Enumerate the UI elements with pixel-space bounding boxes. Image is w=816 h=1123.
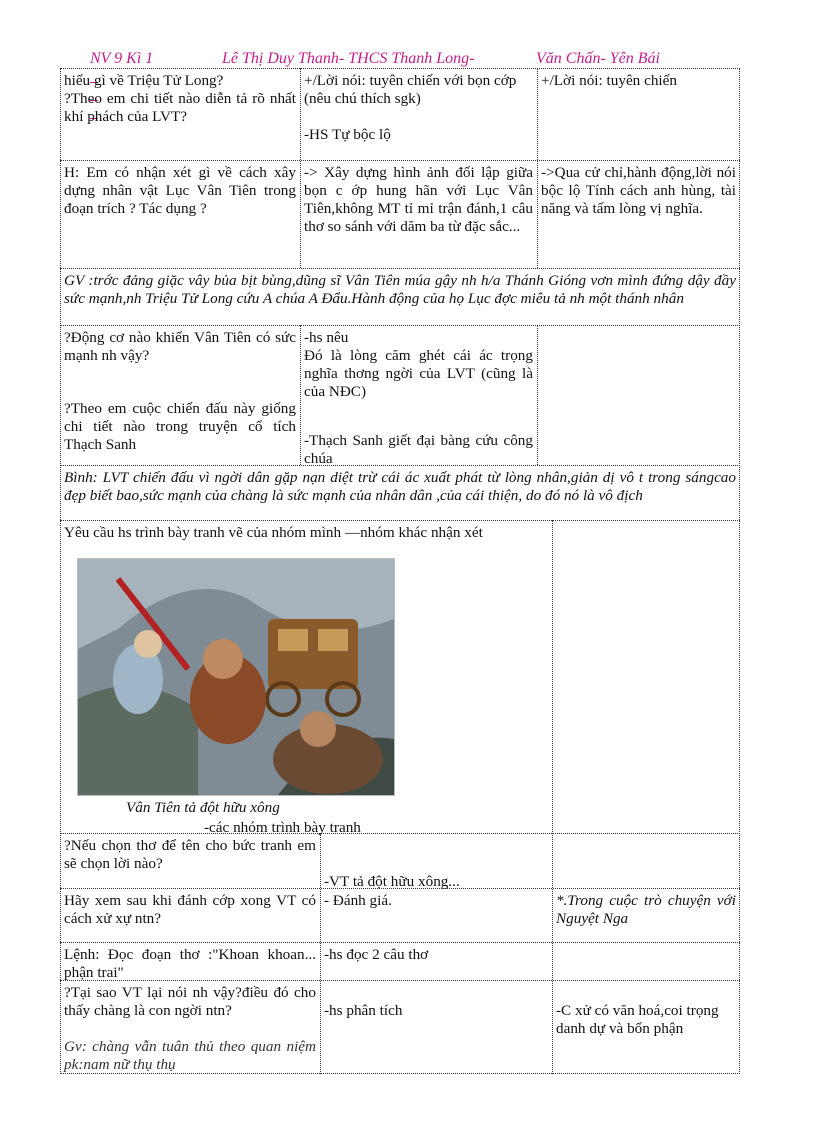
picture-prompt: Yêu cầu hs trình bày tranh vẽ của nhóm mình —nhóm khác nhận xét [64,524,483,541]
row1-activity: +/Lời nói: tuyên chiến với bọn cớp (nêu chú thích sgk) -HS Tự bộc lộ [304,72,517,143]
illustration-image [77,558,395,796]
row7-answer: -hs phân tích [324,1002,403,1019]
row3-answer-1: -hs nêu Đó là lòng căm ghét cái ác trọng nghĩa thơng ngời của LVT (cũng là của NĐC) [304,329,533,400]
page-header [90,50,730,70]
lesson-table [60,68,740,1074]
row2-question: H: Em có nhận xét gì về cách xây dựng nhân vật Lục Vân Tiên trong đoạn trích ? Tác dụng ? [64,164,296,217]
row1-note: +/Lời nói: tuyên chiến [541,72,677,89]
teacher-note: GV :trớc đảng giặc vây bủa bịt bùng,dũng sĩ Vân Tiên múa gậy nh h/a Thánh Gióng vơn mình đứng dậy đầy sức mạnh,nh Triệu Tử Long cứu A chúa A Đẩu.Hành động của họ Lục đợc miêu tả nh một thánh nhân [64,272,736,307]
row5-answer: - Đánh giá. [324,892,392,909]
row3-question-1: ?Động cơ nào khiến Vân Tiên có sức mạnh nh vậy? [64,329,296,364]
row7-question: ?Tại sao VT lại nói nh vậy?điều đó cho thấy chàng là con ngời ntn? [64,984,316,1019]
row2-activity: -> Xây dựng hình ảnh đối lập giữa bọn c ớp hung hãn với Lục Vân Tiên,không MT tỉ mỉ trận đánh,1 câu thơ so sánh với dăm ba từ đặc sắc... [304,164,533,235]
row4-question: ?Nếu chọn thơ để tên cho bức tranh em sẽ chọn lời nào? [64,837,316,872]
row3-answer-2: -Thạch Sanh giết đại bàng cứu công chúa [304,432,533,466]
header-left: NV 9 Kì 1 [90,50,154,67]
row5-note: *.Trong cuộc trò chuyện với Nguyệt Nga [556,892,736,927]
illustration-caption: Vân Tiên tả đột hữu xông [126,799,280,816]
header-right: Văn Chấn- Yên Bái [536,50,660,67]
group-presentation-text: -các nhóm trình bày tranh [204,819,361,836]
row3-question-2: ?Theo em cuộc chiến đấu này giống chi tiết nào trong truyện cổ tích Thạch Sanh [64,400,296,453]
row7-teacher-note: Gv: chàng vẫn tuân thủ theo quan niệm pk:nam nữ thụ thụ [64,1038,316,1073]
row1-question: hiểu gì về Triệu Tử Long? ?Theo em chi tiết nào diễn tả rõ nhất khí phách của LVT? [64,72,296,125]
row7-note: -C xử có văn hoá,coi trọng danh dự và bổn phận [556,1002,719,1037]
row6-question: Lệnh: Đọc đoạn thơ :"Khoan khoan... phận trai" [64,946,316,981]
row4-answer: -VT tả đột hữu xông... [324,873,460,890]
header-middle: Lê Thị Duy Thanh- THCS Thanh Long- [222,50,475,67]
row6-answer: -hs đọc 2 câu thơ [324,946,429,963]
row2-note: ->Qua cử chỉ,hành động,lời nói bộc lộ Tính cách anh hùng, tài năng và tấm lòng vị nghĩa. [541,164,736,217]
row5-question: Hãy xem sau khi đánh cớp xong VT có cách xử xự ntn? [64,892,316,927]
commentary-note: Bình: LVT chiến đấu vì ngời dân gặp nạn diệt trừ cái ác xuất phát từ lòng nhân,giản dị vô t trong sángcao đẹp biết bao,sức mạnh của chàng là sức mạnh của nhân dân ,của cái thiện, do đó nó là vô địch [64,469,736,504]
